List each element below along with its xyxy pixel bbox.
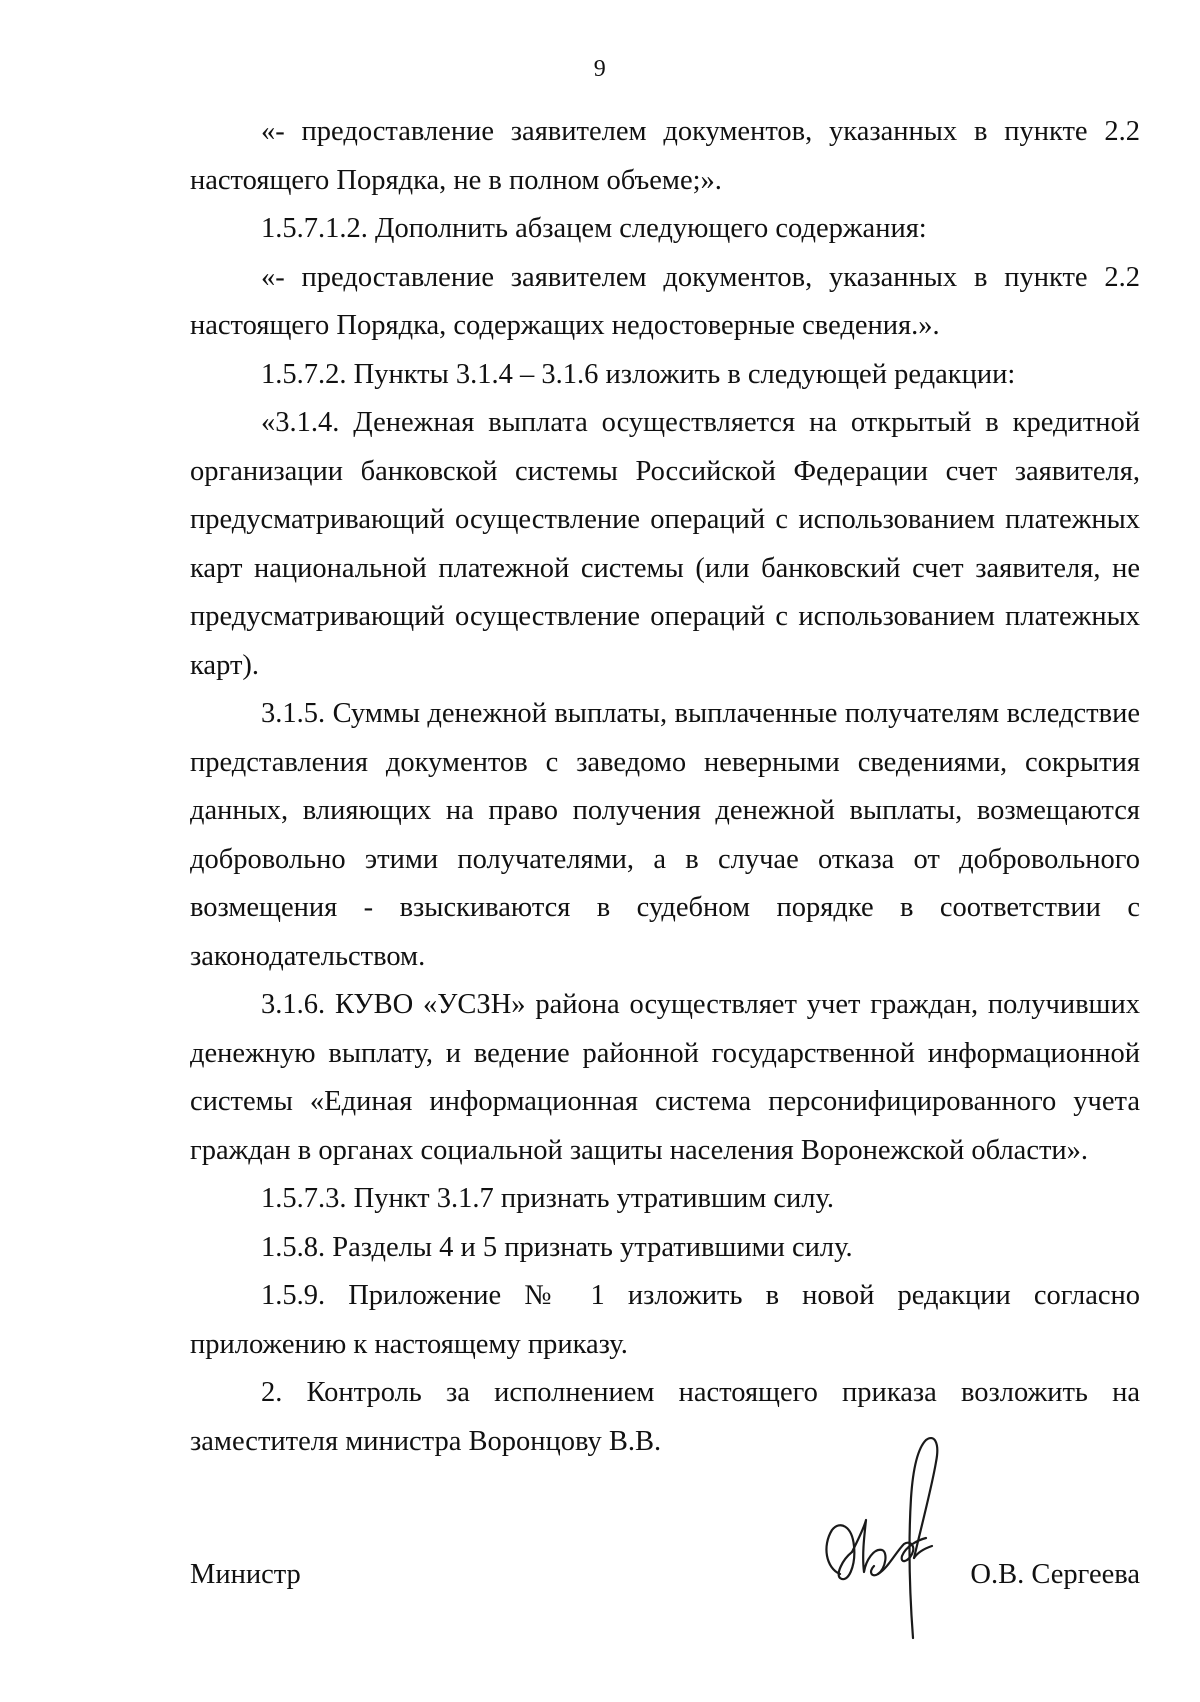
document-body <box>190 108 1140 1466</box>
signature-block <box>190 1551 1140 1611</box>
signatory-title: Министр <box>190 1559 301 1590</box>
paragraph: 1.5.7.2. Пункты 3.1.4 – 3.1.6 изложить в следующей редакции: <box>261 358 1016 390</box>
signatory-name: О.В. Сергеева <box>970 1559 1140 1590</box>
paragraph: «- предоставление заявителем документов, указанных в пункте 2.2 настоящего Порядка, содержащих недостоверные сведения.». <box>190 261 1140 341</box>
paragraph: 1.5.8. Разделы 4 и 5 признать утратившими силу. <box>261 1231 853 1263</box>
paragraph: 3.1.6. КУВО «УСЗН» района осуществляет учет граждан, получивших денежную выплату, и ведение районной государственной информационной системы «Единая информационная система персонифицированного учета граждан в органах социальной защиты населения Воронежской области». <box>190 989 1140 1166</box>
paragraph: 1.5.7.1.2. Дополнить абзацем следующего содержания: <box>261 213 927 244</box>
paragraph: «- предоставление заявителем документов, указанных в пункте 2.2 настоящего Порядка, не в полном объеме;». <box>190 116 1140 196</box>
page-number: 9 <box>593 56 607 82</box>
paragraph: 1.5.9. Приложение № 1 изложить в новой редакции согласно приложению к настоящему приказу. <box>190 1280 1140 1360</box>
paragraph: 3.1.5. Суммы денежной выплаты, выплаченные получателям вследствие представления документов с заведомо неверными сведениями, сокрытия данных, влияющих на право получения денежной выплаты, возмещаются добровольно этими получателями, а в случае отказа от добровольного возмещения - взыскиваются в судебном порядке в соответствии с законодательством. <box>190 698 1140 972</box>
paragraph: 1.5.7.3. Пункт 3.1.7 признать утратившим силу. <box>261 1183 835 1214</box>
paragraph: 2. Контроль за исполнением настоящего приказа возложить на заместителя министра Воронцову В.В. <box>190 1377 1140 1457</box>
handwritten-signature <box>818 1428 968 1648</box>
paragraph: «3.1.4. Денежная выплата осуществляется на открытый в кредитной организации банковской системы Российской Федерации счет заявителя, предусматривающий осуществление операций с использованием платежных карт национальной платежной системы (или банковский счет заявителя, не предусматривающий осуществление операций с использованием платежных карт). <box>190 407 1140 681</box>
